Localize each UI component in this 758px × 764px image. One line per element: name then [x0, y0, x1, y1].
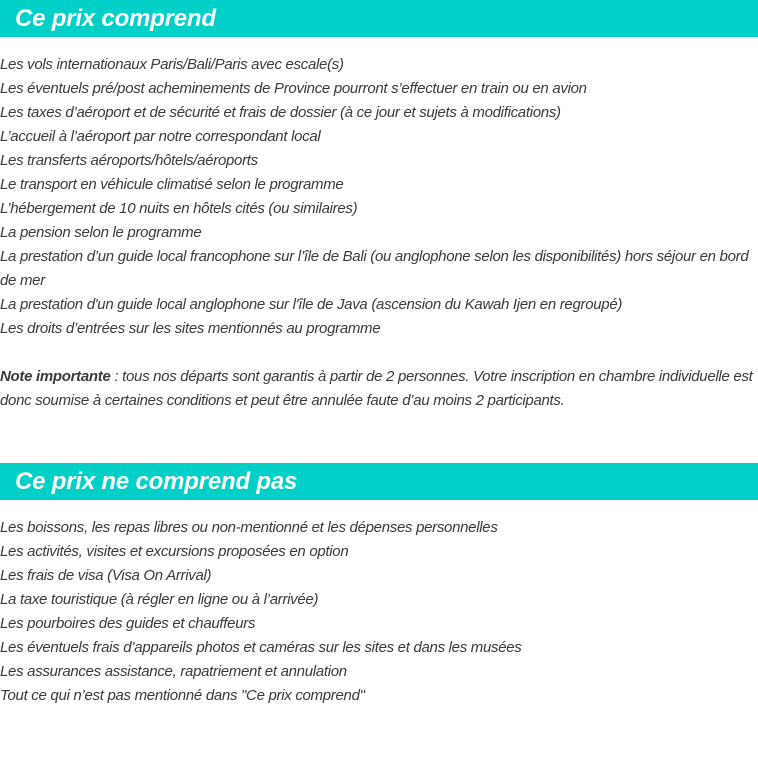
included-item: La prestation d'un guide local anglophone sur l'île de Java (ascension du Kawah Ijen en regroupé)	[0, 296, 623, 313]
excluded-item: La taxe touristique (à régler en ligne ou à l’arrivée)	[0, 591, 319, 608]
excluded-section-body	[0, 516, 758, 708]
excluded-item: Tout ce qui n’est pas mentionné dans "Ce prix comprend"	[0, 687, 365, 704]
included-item: L’hébergement de 10 nuits en hôtels cités (ou similaires)	[0, 200, 358, 217]
included-section-title: Ce prix comprend	[15, 4, 216, 32]
included-item: Les vols internationaux Paris/Bali/Paris avec escale(s)	[0, 56, 344, 73]
included-item: La pension selon le programme	[0, 224, 202, 241]
included-item: Le transport en véhicule climatisé selon le programme	[0, 176, 344, 193]
important-note	[0, 365, 758, 413]
included-item: Les transferts aéroports/hôtels/aéroports	[0, 152, 258, 169]
excluded-item: Les éventuels frais d’appareils photos et caméras sur les sites et dans les musées	[0, 639, 522, 656]
excluded-section-header	[0, 463, 758, 500]
excluded-item: Les boissons, les repas libres ou non-mentionné et les dépenses personnelles	[0, 519, 498, 536]
included-item: Les droits d’entrées sur les sites mentionnés au programme	[0, 320, 381, 337]
included-item: Les taxes d’aéroport et de sécurité et frais de dossier (à ce jour et sujets à modifications)	[0, 104, 561, 121]
important-note-label: Note importante	[0, 368, 111, 385]
excluded-section-title: Ce prix ne comprend pas	[15, 467, 298, 495]
included-list	[0, 53, 758, 341]
important-note-text: : tous nos départs sont garantis à partir de 2 personnes. Votre inscription en chambre individuelle est donc soumise à certaines conditions et peut être annulée faute d’au moins 2 participants.	[0, 368, 753, 409]
included-item: L’accueil à l’aéroport par notre correspondant local	[0, 128, 321, 145]
excluded-item: Les pourboires des guides et chauffeurs	[0, 615, 256, 632]
included-section-header	[0, 0, 758, 37]
excluded-item: Les assurances assistance, rapatriement et annulation	[0, 663, 347, 680]
included-item: La prestation d’un guide local francophone sur l’île de Bali (ou anglophone selon les disponibilités) hors séjour en bord de mer	[0, 248, 749, 289]
included-item: Les éventuels pré/post acheminements de Province pourront s’effectuer en train ou en avion	[0, 80, 587, 97]
included-section-body	[0, 53, 758, 413]
excluded-list	[0, 516, 758, 708]
excluded-item: Les activités, visites et excursions proposées en option	[0, 543, 349, 560]
excluded-item: Les frais de visa (Visa On Arrival)	[0, 567, 212, 584]
